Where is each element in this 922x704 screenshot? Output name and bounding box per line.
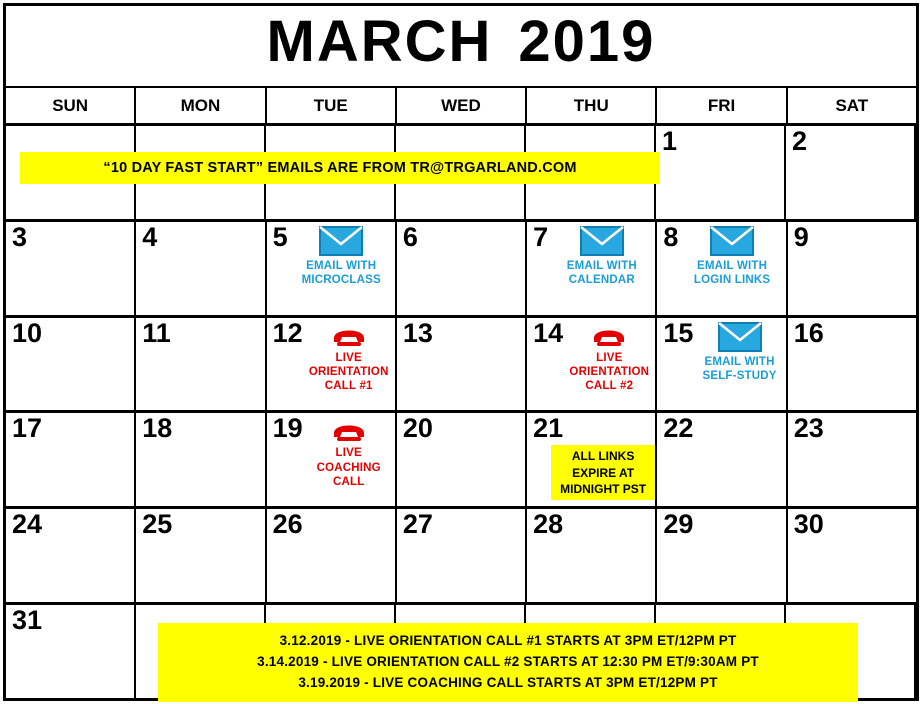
footer-line: 3.12.2019 - LIVE ORIENTATION CALL #1 STARTS AT 3PM ET/12PM PT (279, 633, 737, 649)
day-cell[interactable] (657, 318, 787, 411)
event-item[interactable] (563, 320, 655, 394)
footer-line: 3.19.2019 - LIVE COACHING CALL STARTS AT 3PM ET/12PM PT (298, 674, 718, 690)
event-label: EMAIL WITH CALENDAR (566, 259, 637, 287)
day-cell[interactable] (267, 318, 397, 411)
page-title (0, 8, 922, 75)
event-label: EMAIL WITH MICROCLASS (301, 259, 381, 287)
event-label: LIVE COACHING CALL (316, 447, 381, 489)
day-number: 14 (533, 317, 564, 348)
day-number: 10 (12, 317, 43, 348)
event-item[interactable] (678, 224, 785, 288)
day-number: 18 (142, 413, 173, 444)
weekday-sat: SAT (835, 95, 869, 115)
day-cell[interactable] (6, 413, 136, 506)
day-cell[interactable] (527, 318, 657, 411)
calendar-week-1 (6, 126, 916, 222)
fast-start-banner: “10 DAY FAST START” EMAILS ARE FROM TR@TRGARLAND.COM (20, 152, 660, 184)
day-number: 3 (12, 221, 28, 252)
day-number: 17 (12, 413, 43, 444)
event-label: EMAIL WITH LOGIN LINKS (693, 259, 771, 287)
day-cell[interactable] (397, 413, 527, 506)
day-number: 25 (142, 509, 173, 540)
day-cell[interactable] (397, 509, 527, 602)
day-number: 5 (272, 221, 288, 252)
calendar-week-5 (6, 509, 916, 605)
day-number: 28 (533, 509, 564, 540)
day-number: 30 (793, 509, 824, 540)
event-label: EMAIL WITH SELF-STUDY (702, 355, 777, 383)
day-number: 12 (272, 317, 303, 348)
day-cell[interactable] (786, 126, 916, 219)
envelope-icon (319, 226, 363, 256)
day-cell[interactable] (136, 222, 266, 315)
day-number: 27 (402, 509, 433, 540)
day-number: 15 (663, 317, 694, 348)
footer-schedule-note (158, 623, 858, 702)
day-cell[interactable] (657, 222, 787, 315)
calendar-week-6 (6, 605, 916, 698)
day-cell[interactable] (657, 509, 787, 602)
day-cell[interactable] (136, 318, 266, 411)
day-number: 16 (793, 317, 824, 348)
day-number: 31 (12, 605, 43, 636)
day-cell[interactable] (267, 413, 397, 506)
day-number: 4 (142, 221, 158, 252)
event-item[interactable] (548, 224, 655, 288)
event-item[interactable] (303, 320, 395, 394)
day-cell[interactable] (397, 222, 527, 315)
day-number: 8 (663, 221, 679, 252)
event-label: LIVE ORIENTATION CALL #1 (308, 351, 389, 393)
weekday-header-row (6, 86, 916, 126)
calendar-year: 2019 (518, 9, 656, 74)
calendar-week-4 (6, 413, 916, 509)
day-cell[interactable] (527, 413, 657, 506)
calendar-week-2 (6, 222, 916, 318)
weekday-tue: TUE (267, 88, 397, 123)
event-item[interactable] (693, 320, 785, 384)
day-number: 2 (792, 126, 808, 156)
day-cell[interactable] (788, 222, 916, 315)
day-number: 13 (402, 317, 433, 348)
day-cell[interactable] (657, 413, 787, 506)
calendar-grid (6, 126, 916, 698)
day-cell[interactable] (6, 222, 136, 315)
day-cell[interactable] (397, 318, 527, 411)
day-cell[interactable] (788, 413, 916, 506)
day-number: 20 (402, 413, 433, 444)
telephone-icon (590, 322, 628, 348)
event-item[interactable] (303, 415, 395, 489)
event-item[interactable] (288, 224, 395, 288)
weekday-fri: FRI (657, 88, 787, 123)
day-cell[interactable] (6, 509, 136, 602)
day-number: 9 (793, 221, 809, 252)
day-number: 6 (402, 221, 418, 252)
day-cell[interactable] (788, 318, 916, 411)
day-number: 22 (663, 413, 694, 444)
day-cell[interactable] (267, 509, 397, 602)
day-cell[interactable] (267, 222, 397, 315)
day-cell[interactable] (6, 318, 136, 411)
expiry-note: ALL LINKS EXPIRE AT MIDNIGHT PST (551, 445, 655, 500)
day-cell[interactable] (788, 509, 916, 602)
day-number: 7 (533, 221, 549, 252)
weekday-mon: MON (136, 88, 266, 123)
weekday-wed: WED (397, 88, 527, 123)
day-cell[interactable] (6, 605, 136, 698)
day-number: 29 (663, 509, 694, 540)
telephone-icon (330, 417, 368, 443)
day-number: 11 (142, 317, 171, 348)
day-cell[interactable] (527, 222, 657, 315)
day-number: 21 (533, 413, 564, 444)
day-number: 1 (662, 126, 678, 156)
day-cell[interactable] (136, 509, 266, 602)
telephone-icon (330, 322, 368, 348)
envelope-icon (580, 226, 624, 256)
weekday-thu: THU (527, 88, 657, 123)
day-number: 19 (272, 413, 303, 444)
envelope-icon (718, 322, 762, 352)
footer-line: 3.14.2019 - LIVE ORIENTATION CALL #2 STARTS AT 12:30 PM ET/9:30AM PT (257, 654, 759, 670)
day-cell[interactable] (136, 413, 266, 506)
weekday-sun: SUN (6, 88, 136, 123)
day-number: 26 (272, 509, 303, 540)
event-label: LIVE ORIENTATION CALL #2 (569, 351, 650, 393)
envelope-icon (710, 226, 754, 256)
calendar-week-3 (6, 318, 916, 414)
day-number: 24 (12, 509, 43, 540)
calendar-month: MARCH (266, 9, 493, 74)
day-number: 23 (793, 413, 824, 444)
day-cell[interactable] (527, 509, 657, 602)
day-cell[interactable] (656, 126, 786, 219)
